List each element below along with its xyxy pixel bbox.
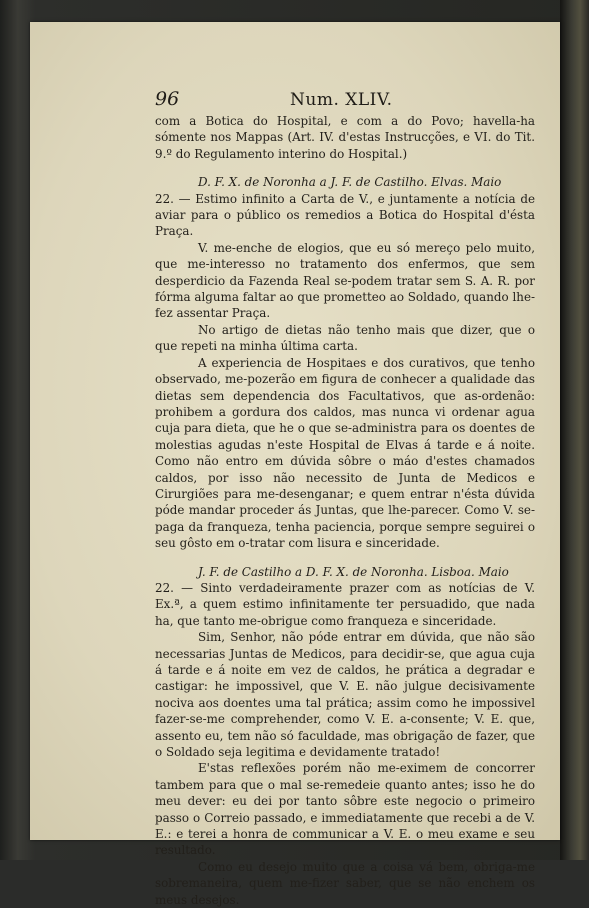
paragraph: A experiencia de Hospitaes e dos curativos, que tenho observado, me-pozerão em figura de conhecer a qualidade das dietas sem dependencia dos Facultativos, que as-ordenão: prohibem a gordura dos caldos, mas nunca vi ordenar agua cuja para dieta, que he o que se-administra para os doentes de molestias agudas n'este Hospital de Elvas á tarde e á noite. Como não entro em dúvida sôbre o máo d'estes chamados caldos, por isso não necessito de Junta de Medicos e Cirurgiões para me-desenganar; e quem entrar n'ésta dúvida póde mandar proceder ás Juntas, que lhe-parecer. Como V. se-paga da franqueza, tenha paciencia, porque sempre seguirei o seu gôsto em o-tratar com lisura e sinceridade. [155, 355, 535, 551]
paragraph: 22. — Sinto verdadeiramente prazer com as notícias de V. Ex.ª, a quem estimo infinitamente ter persuadido, que nada ha, que tanto me-obrigue como franqueza e sinceridade. [155, 580, 535, 628]
paragraph-continuation: com a Botica do Hospital, e com a do Povo; havella-ha sómente nos Mappas (Art. IV. d'estas Instrucções, e VI. do Tit. 9.º do Regulamento interino do Hospital.) [155, 114, 535, 161]
letter-heading: D. F. X. de Noronha a J. F. de Castilho. Elvas. Maio [198, 175, 502, 190]
book-spine [560, 0, 589, 860]
body-text [155, 113, 535, 908]
page-number: 96 [155, 88, 180, 110]
letter-noronha-to-castilho [155, 174, 535, 190]
letter-castilho-to-noronha [155, 564, 535, 580]
page-header [155, 88, 545, 110]
paragraph: E'stas reflexões porém não me-eximem de concorrer tambem para que o mal se-remedeie quanto antes; isso he do meu dever: eu dei por tanto sôbre este negocio o primeiro passo o Correio passado, e immediatamente que recebi a de V. E.: e terei a honra de communicar a V. E. o meu exame e seu resultado. [155, 761, 535, 858]
paragraph: Como eu desejo muito que a coisa vá bem, obriga-me sobremaneira, quem me-fizer saber, que se não enchem os meus desejos. [155, 859, 535, 907]
paragraph: V. me-enche de elogios, que eu só mereço pelo muito, que me-interesso no tratamento dos enfermos, que sem desperdicio da Fazenda Real se-podem tratar sem S. A. R. por fórma alguma faltar ao que prometteo ao Soldado, quando lhe-fez assentar Praça. [155, 240, 535, 321]
paragraph: Sim, Senhor, não póde entrar em dúvida, que não são necessarias Juntas de Medicos, para decidir-se, que agua cuja á tarde e á noite em vez de caldos, he prática a degradar e castigar: he impossivel, que V. E. não julgue decisivamente nociva aos doentes uma tal prática; assim como he impossivel fazer-se-me comprehender, como V. E. a-consente; V. E. que, assento eu, tem não só faculdade, mas obrigação de fazer, que o Soldado seja legitima e devidamente tratado! [155, 630, 535, 760]
section-title: Num. XLIV. [290, 90, 393, 110]
paragraph: No artigo de dietas não tenho mais que dizer, que o que repeti na minha última carta. [155, 322, 535, 354]
letter-heading: J. F. de Castilho a D. F. X. de Noronha. Lisboa. Maio [198, 564, 509, 579]
paragraph: 22. — Estimo infinito a Carta de V., e juntamente a notícia de aviar para o público os remedios a Botica do Hospital d'ésta Praça. [155, 191, 535, 239]
